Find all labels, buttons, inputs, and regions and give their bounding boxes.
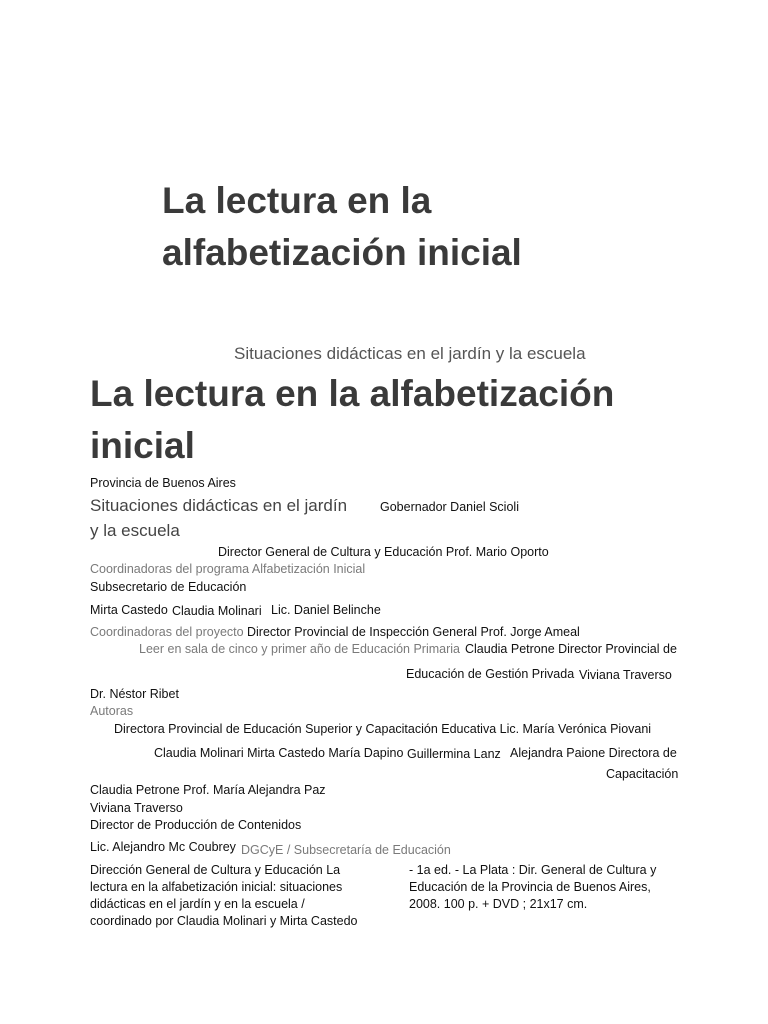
authors-label: Autoras [90, 704, 134, 718]
catalog-left-line: didácticas en el jardín y en la escuela / [90, 897, 305, 911]
paione-director: Alejandra Paione Directora de [510, 746, 677, 760]
director-general: Director General de Cultura y Educación Prof. Mario Oporto [218, 545, 549, 559]
daniel-belinche: Lic. Daniel Belinche [271, 603, 381, 617]
inspection-director: Director Provincial de Inspección General Prof. Jorge Ameal [247, 625, 580, 639]
cover-title-line1: La lectura en la [162, 180, 432, 221]
capacitacion: Capacitación [606, 767, 679, 781]
mirta-castedo: Mirta Castedo [90, 603, 168, 617]
content-director: Director de Producción de Contenidos [90, 818, 302, 832]
viviana-traverso-2: Viviana Traverso [90, 801, 183, 815]
catalog-right-line: 2008. 100 p. + DVD ; 21x17 cm. [409, 897, 588, 911]
project-coordinators-label: Coordinadoras del proyecto [90, 625, 244, 639]
catalog-right [409, 862, 656, 913]
nestor-ribet: Dr. Néstor Ribet [90, 687, 179, 701]
program-coordinators-label: Coordinadoras del programa Alfabetización Inicial [90, 562, 366, 576]
cover-subtitle: Situaciones didácticas en el jardín y la escuela [234, 344, 586, 363]
catalog-left-line: lectura en la alfabetización inicial: situaciones [90, 880, 343, 894]
petrone-paz: Claudia Petrone Prof. María Alejandra Paz [90, 783, 326, 797]
catalog-left-line: Dirección General de Cultura y Educación La [90, 863, 341, 877]
dgcye-label: DGCyE / Subsecretaría de Educación [241, 843, 451, 857]
mc-coubrey: Lic. Alejandro Mc Coubrey [90, 840, 236, 854]
catalog-right-line: - 1a ed. - La Plata : Dir. General de Cultura y [409, 863, 657, 877]
governor: Gobernador Daniel Scioli [380, 500, 519, 514]
province-label: Provincia de Buenos Aires [90, 476, 236, 490]
catalog-left [90, 862, 358, 930]
subsecretary-label: Subsecretario de Educación [90, 580, 247, 594]
private-education: Educación de Gestión Privada [406, 667, 575, 681]
guillermina-lanz: Guillermina Lanz [407, 747, 501, 761]
viviana-traverso-1: Viviana Traverso [579, 668, 672, 682]
credits-title-line1: La lectura en la alfabetización [90, 373, 615, 414]
catalog-right-line: Educación de la Provincia de Buenos Aires, [409, 880, 651, 894]
credits-title-line2: inicial [90, 425, 195, 466]
read-label: Leer en sala de cinco y primer año de Educación Primaria [139, 642, 461, 656]
petrone-director: Claudia Petrone Director Provincial de [465, 642, 677, 656]
cover-title-line2: alfabetización inicial [162, 232, 522, 273]
credits-subtitle-line2: y la escuela [90, 521, 180, 540]
credits-subtitle-line1: Situaciones didácticas en el jardín [90, 496, 348, 515]
claudia-molinari: Claudia Molinari [172, 604, 262, 618]
authors-list: Claudia Molinari Mirta Castedo María Dapino [154, 746, 404, 760]
catalog-left-line: coordinado por Claudia Molinari y Mirta Castedo [90, 914, 358, 928]
superior-director: Directora Provincial de Educación Superior y Capacitación Educativa Lic. María Verónica Piovani [114, 722, 652, 736]
